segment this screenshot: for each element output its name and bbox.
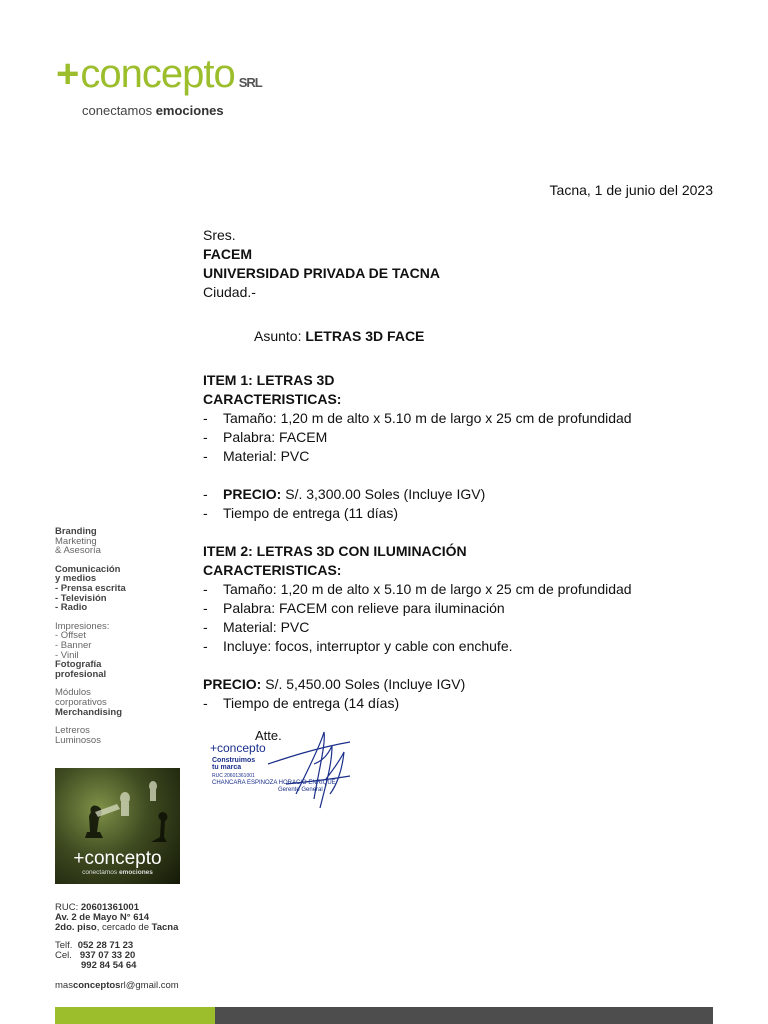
address-floor: 2do. piso <box>55 922 97 933</box>
closing-atte: Atte. <box>255 728 282 743</box>
item2-feature <box>203 637 723 656</box>
signature-block <box>206 724 366 816</box>
delivery-text: Tiempo de entrega (14 días) <box>223 695 400 711</box>
item1-feature <box>203 428 723 447</box>
service-item: Merchandising <box>55 706 123 718</box>
ruc-value: 20601361001 <box>80 902 139 913</box>
services-group-branding <box>55 527 185 556</box>
dash: - <box>203 486 208 502</box>
stamp-logo: +concepto <box>210 741 266 755</box>
feature-text: Palabra: FACEM con relieve para iluminación <box>223 600 505 616</box>
feature-text: Incluye: focos, interruptor y cable con enchufe. <box>223 638 513 654</box>
item2-delivery <box>203 694 723 713</box>
delivery-text: Tiempo de entrega (11 días) <box>223 505 399 521</box>
service-item: Fotografía <box>55 659 102 671</box>
service-item: Comunicación <box>55 563 121 575</box>
recipient-line-2: UNIVERSIDAD PRIVADA DE TACNA <box>203 265 440 281</box>
phone-label: Telf. <box>55 940 78 951</box>
logo-wordmark <box>56 52 262 105</box>
stamp-ruc: RUC 20601361001 <box>212 773 255 779</box>
dash: - <box>203 429 208 445</box>
email-part: mas <box>55 980 73 991</box>
salutation: Sres. <box>203 227 236 243</box>
subject-value: LETRAS 3D FACE <box>305 328 425 344</box>
email-part: rl@gmail.com <box>120 980 179 991</box>
footer-bar-gray <box>215 1007 713 1024</box>
service-item: y medios <box>55 573 97 585</box>
feature-text: Tamaño: 1,20 m de alto x 5.10 m de largo x 25 cm de profundidad <box>223 410 632 426</box>
feature-text: Material: PVC <box>223 448 310 464</box>
services-sidebar <box>55 527 185 754</box>
logo-suffix: SRL <box>238 75 262 90</box>
footer-bar-green <box>55 1007 215 1024</box>
dash: - <box>203 581 208 597</box>
feature-text: Palabra: FACEM <box>223 429 328 445</box>
feature-text: Tamaño: 1,20 m de alto x 5.10 m de largo x 25 cm de profundidad <box>223 581 632 597</box>
service-item: profesional <box>55 668 107 680</box>
item1-delivery <box>203 504 723 523</box>
service-item: Letreros <box>55 725 90 737</box>
recipient-line-1: FACEM <box>203 246 252 262</box>
item1-title: ITEM 1: LETRAS 3D <box>203 372 335 388</box>
item2-feature <box>203 618 723 637</box>
service-item: - Prensa escrita <box>55 582 126 594</box>
dash: - <box>203 695 208 711</box>
item2-title: ITEM 2: LETRAS 3D CON ILUMINACIÓN <box>203 543 467 559</box>
photo-tag-bold: emociones <box>118 869 153 876</box>
service-item: Marketing <box>55 535 97 547</box>
address-city: Tacna <box>151 922 179 933</box>
stamp-role: Gerente General <box>278 787 323 793</box>
photo-tag-part: conectamos <box>82 869 119 876</box>
item1-feature <box>203 409 723 428</box>
service-item: Luminosos <box>55 734 101 746</box>
address-line-2 <box>55 923 178 933</box>
price-value: S/. 3,300.00 Soles (Incluye IGV) <box>281 486 486 502</box>
ruc-label: RUC: <box>55 902 81 913</box>
address-street: Av. 2 de Mayo N° 614 <box>55 912 150 923</box>
subject-label: Asunto: <box>254 328 306 344</box>
services-group-merch <box>55 688 185 717</box>
service-item: corporativos <box>55 696 107 708</box>
dash: - <box>203 638 208 654</box>
cell-value: 992 84 54 64 <box>81 960 137 971</box>
email-address[interactable] <box>55 980 179 991</box>
service-item: - Radio <box>55 602 88 614</box>
item2-price <box>203 675 723 694</box>
stamp-line-1: Construimos <box>212 757 256 764</box>
service-item: & Asesoría <box>55 545 101 557</box>
dash: - <box>203 600 208 616</box>
phone-value: 052 28 71 23 <box>77 940 134 951</box>
service-item: - Banner <box>55 639 92 651</box>
chess-brand-image <box>55 768 180 884</box>
handwritten-signature <box>266 724 366 816</box>
cell-label: Cel. <box>55 950 80 961</box>
cell-value: 937 07 33 20 <box>79 950 136 961</box>
service-item: - Televisión <box>55 592 107 604</box>
service-item: - Vinil <box>55 649 79 661</box>
cell-line-2 <box>55 961 178 971</box>
item2-feature <box>203 599 723 618</box>
letter-date: Tacna, 1 de junio del 2023 <box>549 182 713 198</box>
dash: - <box>203 619 208 635</box>
service-item: Módulos <box>55 687 91 699</box>
item1-feature <box>203 447 723 466</box>
city-line: Ciudad.- <box>203 284 256 300</box>
stamp-line-2: tu marca <box>212 764 242 771</box>
item1-characteristics-label: CARACTERISTICAS: <box>203 391 342 407</box>
contact-info <box>55 903 178 971</box>
services-group-print <box>55 622 185 680</box>
stamp-name: CHANCARA ESPINOZA HORACIO ENRIQUE <box>212 780 336 786</box>
price-label: PRECIO: <box>223 486 282 502</box>
dash: - <box>203 448 208 464</box>
tagline-bold: emociones <box>155 103 224 118</box>
photo-tagline <box>55 869 180 876</box>
letter-body <box>203 226 723 713</box>
price-label: PRECIO: <box>203 676 262 692</box>
service-item: Impresiones: <box>55 620 110 632</box>
logo-plus: + <box>56 52 79 96</box>
dash: - <box>203 505 208 521</box>
address-text: , cercado de <box>96 922 152 933</box>
feature-text: Material: PVC <box>223 619 310 635</box>
services-group-signs <box>55 726 185 745</box>
item2-feature <box>203 580 723 599</box>
email-part-bold: conceptos <box>72 980 121 991</box>
services-group-media <box>55 565 185 613</box>
service-item: Branding <box>55 526 97 537</box>
company-logo <box>56 52 262 118</box>
logo-name: concepto <box>80 52 235 96</box>
price-value: S/. 5,450.00 Soles (Incluye IGV) <box>261 676 466 692</box>
subject-line <box>203 327 723 346</box>
tagline-part: conectamos <box>82 103 156 118</box>
item2-characteristics-label: CARACTERISTICAS: <box>203 562 342 578</box>
service-item: - Offset <box>55 630 86 642</box>
photo-brand: +concepto <box>73 848 162 869</box>
logo-tagline <box>82 103 262 118</box>
item1-price <box>203 485 723 504</box>
dash: - <box>203 410 208 426</box>
